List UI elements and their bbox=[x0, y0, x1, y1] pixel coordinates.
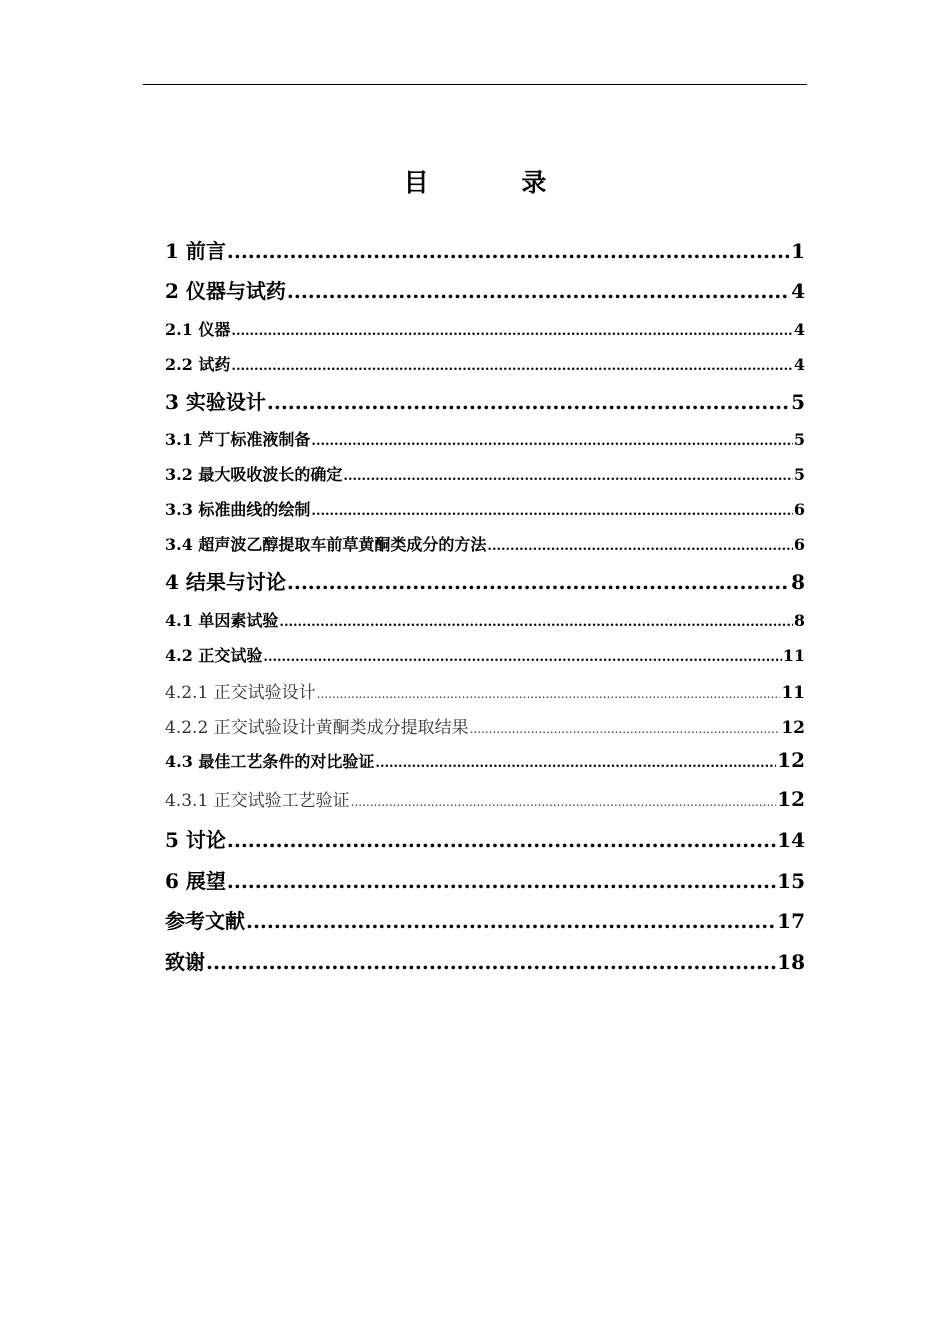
toc-entry[interactable] bbox=[165, 386, 805, 415]
toc-entry[interactable] bbox=[165, 235, 805, 264]
toc-entry[interactable] bbox=[165, 352, 805, 375]
toc-entry-label: 2.2 试药 bbox=[165, 355, 231, 374]
toc-entry-page: 18 bbox=[777, 950, 805, 974]
toc-entry[interactable] bbox=[165, 946, 805, 975]
toc-entry-label: 4.2.2 正交试验设计黄酮类成分提取结果 bbox=[165, 718, 469, 738]
toc-entry[interactable] bbox=[165, 497, 805, 520]
toc-entry[interactable] bbox=[165, 317, 805, 340]
toc-entry-page: 4 bbox=[793, 355, 805, 374]
toc-leader-dots bbox=[231, 359, 792, 374]
toc-entry-page: 5 bbox=[791, 390, 805, 414]
toc-entry-page: 1 bbox=[791, 239, 805, 263]
page-title: 目 录 bbox=[403, 168, 589, 197]
toc-entry[interactable] bbox=[165, 566, 805, 595]
toc-leader-dots bbox=[311, 434, 792, 449]
toc-leader-dots bbox=[231, 324, 792, 339]
toc-entry-page: 4 bbox=[793, 320, 805, 339]
toc-leader-dots bbox=[470, 722, 781, 736]
toc-entry-label: 4 结果与讨论 bbox=[165, 570, 286, 594]
toc-entry[interactable] bbox=[165, 786, 805, 811]
toc-entry[interactable] bbox=[165, 608, 805, 631]
toc-entry-label: 4.3 最佳工艺条件的对比验证 bbox=[165, 752, 375, 771]
toc-leader-dots bbox=[246, 909, 776, 933]
toc-entry[interactable] bbox=[165, 905, 805, 934]
toc-entry[interactable] bbox=[165, 713, 805, 738]
toc-entry-page: 11 bbox=[781, 683, 805, 703]
toc-entry-label: 3.2 最大吸收波长的确定 bbox=[165, 465, 343, 484]
toc-entry-page: 12 bbox=[777, 748, 805, 772]
toc-entry-label: 参考文献 bbox=[165, 909, 245, 933]
toc-leader-dots bbox=[227, 869, 776, 893]
toc-entry-label: 2 仪器与试药 bbox=[165, 279, 286, 303]
toc-entry-page: 15 bbox=[777, 869, 805, 893]
toc-entry-label: 4.2.1 正交试验设计 bbox=[165, 683, 316, 703]
toc-leader-dots bbox=[279, 615, 792, 630]
toc-entry-label: 3 实验设计 bbox=[165, 390, 266, 414]
toc-entry-label: 2.1 仪器 bbox=[165, 320, 231, 339]
toc-leader-dots bbox=[267, 390, 790, 414]
toc-entry-label: 3.3 标准曲线的绘制 bbox=[165, 500, 311, 519]
toc-entry-label: 3.1 芦丁标准液制备 bbox=[165, 430, 311, 449]
toc-leader-dots bbox=[206, 950, 776, 974]
toc-entry-page: 12 bbox=[777, 787, 805, 811]
toc-leader-dots bbox=[227, 239, 790, 263]
toc-entry-page: 14 bbox=[777, 828, 805, 852]
toc-leader-dots bbox=[287, 279, 790, 303]
toc-leader-dots bbox=[227, 828, 776, 852]
toc-entry[interactable] bbox=[165, 824, 805, 853]
toc-entry-page: 5 bbox=[793, 465, 805, 484]
toc-entry-page: 4 bbox=[791, 279, 805, 303]
toc-entry[interactable] bbox=[165, 865, 805, 894]
header-rule bbox=[143, 84, 807, 85]
toc-entry-label: 4.2 正交试验 bbox=[165, 646, 263, 665]
toc-leader-dots bbox=[311, 504, 792, 519]
toc-entry-label: 4.1 单因素试验 bbox=[165, 611, 279, 630]
toc-entry-label: 1 前言 bbox=[165, 239, 226, 263]
toc-entry[interactable] bbox=[165, 532, 805, 555]
toc-entry-label: 4.3.1 正交试验工艺验证 bbox=[165, 791, 350, 811]
toc-entry[interactable] bbox=[165, 748, 805, 772]
toc-entry-label: 3.4 超声波乙醇提取车前草黄酮类成分的方法 bbox=[165, 535, 487, 554]
toc-entry-page: 5 bbox=[793, 430, 805, 449]
toc-entry-page: 6 bbox=[793, 535, 805, 554]
toc-entry[interactable] bbox=[165, 462, 805, 485]
toc-entry[interactable] bbox=[165, 643, 805, 666]
toc-entry-page: 8 bbox=[793, 611, 805, 630]
toc-leader-dots bbox=[287, 570, 790, 594]
toc-leader-dots bbox=[351, 795, 776, 809]
toc-leader-dots bbox=[317, 687, 781, 701]
toc-entry-page: 12 bbox=[781, 718, 805, 738]
toc-entry-page: 11 bbox=[782, 646, 805, 665]
toc-entry-label: 5 讨论 bbox=[165, 828, 226, 852]
toc-entry-page: 17 bbox=[777, 909, 805, 933]
toc-entry[interactable] bbox=[165, 427, 805, 450]
toc-entry-page: 8 bbox=[791, 570, 805, 594]
toc-leader-dots bbox=[375, 756, 776, 771]
toc-entry[interactable] bbox=[165, 275, 805, 304]
toc-entry[interactable] bbox=[165, 678, 805, 703]
toc-leader-dots bbox=[263, 650, 781, 665]
toc-leader-dots bbox=[487, 539, 792, 554]
toc-entry-label: 致谢 bbox=[165, 950, 205, 974]
toc-entry-label: 6 展望 bbox=[165, 869, 226, 893]
toc-leader-dots bbox=[343, 469, 792, 484]
toc-entry-page: 6 bbox=[793, 500, 805, 519]
